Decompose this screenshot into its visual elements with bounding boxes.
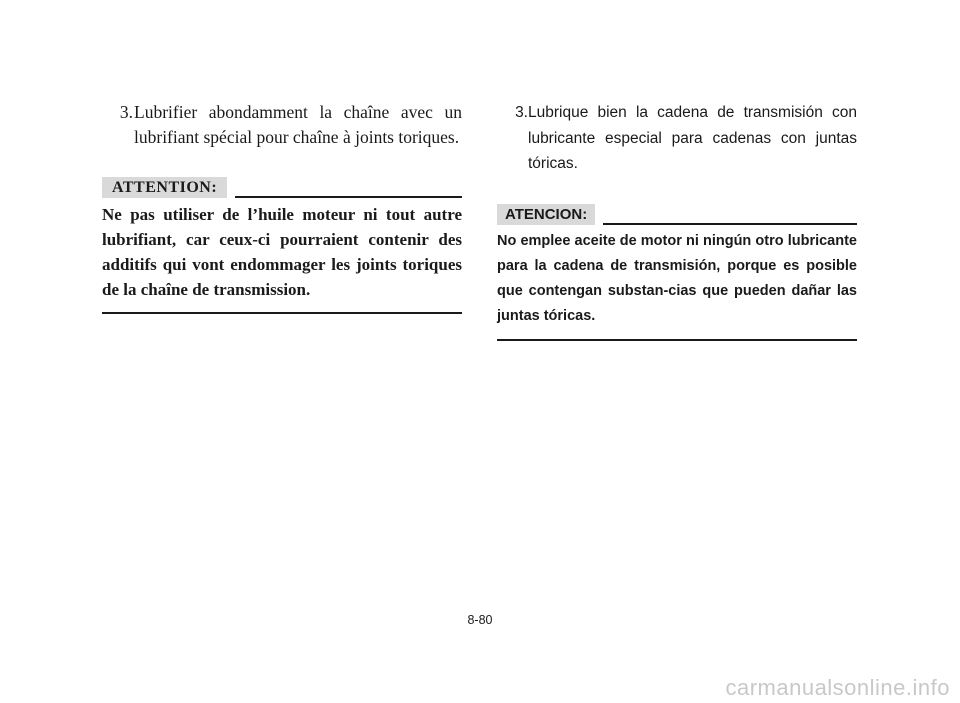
french-column	[102, 100, 462, 314]
spanish-caution-text: No emplee aceite de motor ni ningún otro lubricante para la cadena de transmisión, porque es posible que contengan substan-cias que pueden dañar las juntas tóricas.	[497, 232, 857, 324]
french-caution-text: Ne pas utiliser de l’huile moteur ni tout autre lubrifiant, car ceux-ci pourraient contenir des additifs qui vont endommager les joints toriques de la chaîne de transmission.	[102, 205, 462, 299]
spanish-caution-box	[497, 201, 857, 341]
spanish-caution-label: ATENCION:	[497, 204, 595, 225]
french-caution-rule	[235, 196, 462, 198]
french-caution-header	[102, 174, 462, 198]
spanish-step-3	[497, 100, 857, 177]
french-step-number: 3.	[119, 102, 133, 122]
french-step-3	[102, 100, 462, 150]
watermark: carmanualsonline.info	[725, 675, 950, 700]
spanish-step-text: Lubrique bien la cadena de transmisión con lubricante especial para cadenas con juntas tóricas.	[528, 104, 857, 172]
spanish-caution-rule	[603, 223, 857, 225]
french-caution-end-rule	[102, 312, 462, 314]
page-number: 8-80	[467, 613, 493, 627]
spanish-column	[497, 100, 857, 341]
spanish-caution-header	[497, 201, 857, 225]
spanish-caution-end-rule	[497, 339, 857, 341]
french-caution-box	[102, 174, 462, 314]
spanish-step-number: 3.	[515, 104, 528, 121]
french-step-text: Lubrifier abondamment la chaîne avec un lubrifiant spécial pour chaîne à joints toriques.	[134, 102, 462, 147]
french-caution-label: ATTENTION:	[102, 177, 227, 198]
